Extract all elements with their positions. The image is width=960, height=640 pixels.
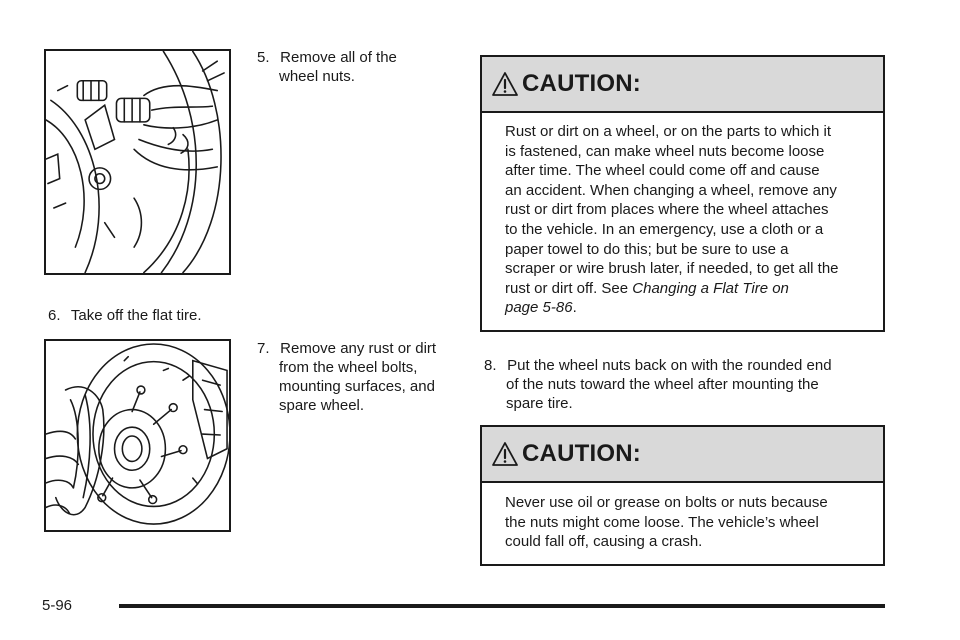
step-7: [257, 339, 457, 415]
step-text: Remove any rust or dirt: [280, 340, 437, 357]
caution-line: the nuts might come loose. The vehicle’s wheel: [505, 513, 819, 531]
caution-title: CAUTION:: [522, 70, 641, 97]
caution-line: after time. The wheel could come off and cause: [505, 162, 820, 180]
hand-removing-wheel-nut-illustration: [46, 51, 229, 273]
step-5: [257, 48, 457, 86]
caution-line: rust or dirt from places where the wheel attaches: [505, 201, 829, 219]
caution-title: CAUTION:: [522, 440, 641, 467]
step-text: Remove all of the: [280, 49, 397, 66]
step-text: mounting surfaces, and: [279, 378, 435, 395]
step-text: wheel nuts.: [279, 68, 355, 85]
page-number: 5-96: [42, 597, 73, 614]
caution-line-text: rust or dirt off. See: [505, 279, 633, 297]
step-number: 6.: [48, 307, 61, 324]
step-text: Put the wheel nuts back on with the rounded end: [507, 357, 832, 374]
caution-line-text: .: [572, 299, 577, 317]
caution-line: [505, 298, 867, 318]
step-number: 7.: [257, 340, 270, 357]
step-text: spare tire.: [506, 395, 573, 412]
step-text: Take off the flat tire.: [70, 307, 202, 324]
caution-box-oil: [480, 425, 885, 566]
step-text: from the wheel bolts,: [279, 359, 418, 376]
caution-line: Rust or dirt on a wheel, or on the parts to which it: [505, 123, 831, 140]
caution-header: [482, 57, 883, 113]
warning-triangle-icon: [492, 441, 518, 467]
cross-reference-link[interactable]: Changing a Flat Tire on: [632, 279, 789, 297]
caution-line: to the vehicle. In an emergency, use a cloth or a: [505, 220, 824, 238]
warning-triangle-icon: [492, 71, 518, 97]
caution-header: [482, 427, 883, 483]
caution-line: Never use oil or grease on bolts or nuts because: [505, 494, 828, 511]
caution-line: could fall off, causing a crash.: [505, 533, 703, 551]
step-text: of the nuts toward the wheel after mounting the: [506, 376, 819, 393]
step-8: [484, 356, 884, 413]
caution-line: an accident. When changing a wheel, remove any: [505, 181, 837, 199]
wheel-nut-figure: [44, 49, 231, 275]
caution-box-rust: [480, 55, 885, 332]
caution-line: [505, 279, 867, 299]
caution-body: [482, 483, 883, 552]
caution-body: [482, 113, 883, 318]
cross-reference-page[interactable]: page 5-86: [505, 299, 573, 317]
cleaning-wheel-hub-illustration: [46, 341, 229, 530]
caution-line: is fastened, can make wheel nuts become loose: [505, 142, 825, 160]
step-6: [48, 306, 248, 325]
step-number: 8.: [484, 357, 497, 374]
footer-rule: [119, 604, 885, 608]
step-text: spare wheel.: [279, 397, 365, 414]
wheel-hub-figure: [44, 339, 231, 532]
step-number: 5.: [257, 49, 270, 66]
caution-line: scraper or wire brush later, if needed, to get all the: [505, 260, 839, 278]
caution-line: paper towel to do this; but be sure to use a: [505, 240, 789, 258]
